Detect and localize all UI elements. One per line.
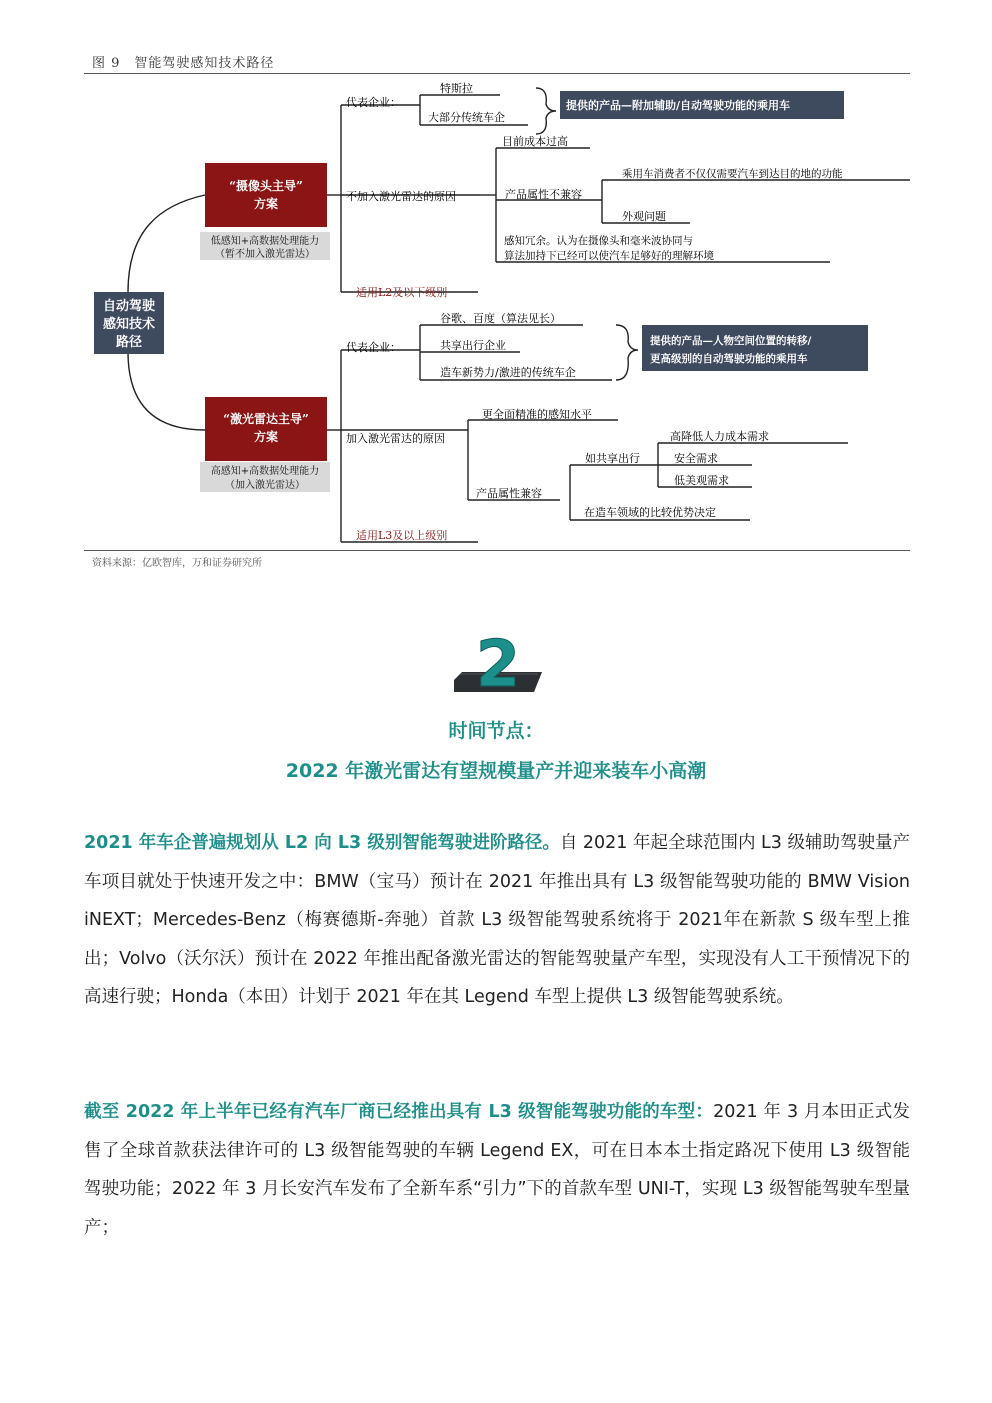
camera-reason-2: 产品属性不兼容 xyxy=(505,188,582,201)
camera-sub1: 低感知+高数据处理能力 xyxy=(210,236,320,247)
camera-reason-3: 感知冗余。认为在摄像头和毫米波协同与 xyxy=(504,235,693,247)
lidar-scheme-title: “激光雷达主导” xyxy=(223,412,309,426)
paragraph-1 xyxy=(84,824,910,1017)
lidar-product-line1: 提供的产品—人物空间位置的转移/ xyxy=(650,335,812,347)
camera-product-text: 提供的产品—附加辅助/自动驾驶功能的乘用车 xyxy=(566,99,791,112)
camera-rep-label: 代表企业： xyxy=(346,96,401,109)
root-line-2: 感知技术 xyxy=(102,317,156,332)
root-line-1: 自动驾驶 xyxy=(102,299,156,314)
lidar-rep-3: 造车新势力/激进的传统车企 xyxy=(440,366,576,379)
camera-reason-label: 不加入激光雷达的原因 xyxy=(346,190,456,203)
lidar-reason-2: 产品属性兼容 xyxy=(476,487,542,500)
section-number-badge xyxy=(454,630,542,692)
lidar-rep-1: 谷歌、百度（算法见长） xyxy=(440,312,561,325)
camera-compat-2: 外观问题 xyxy=(622,210,666,223)
camera-scheme-title: “摄像头主导” xyxy=(229,179,303,193)
lidar-share-3: 低美观需求 xyxy=(674,474,729,487)
paragraph-1-body: 自 2021 年起全球范围内 L3 级辅助驾驶量产车项目就处于快速开发之中：BMW（宝马）预计在 2021 年推出具有 L3 级智能驾驶功能的 BMW Vision iNEXT；Mercedes-Benz（梅赛德斯-奔驰）首款 L3 级智能驾驶系统将于 2021年在新款 S 级车型上推出；Volvo（沃尔沃）预计在 2022 年推出配备激光雷达的智能驾驶量产车型，实现没有人工干预情况下的高速行驶；Honda（本田）计划于 2021 年在其 Legend 车型上提供 L3 级智能驾驶系统。 xyxy=(84,833,910,1007)
camera-level: 适用L2及以下级别 xyxy=(356,286,448,299)
lidar-level: 适用L3及以上级别 xyxy=(356,529,448,542)
lidar-reason-label: 加入激光雷达的原因 xyxy=(346,432,445,445)
section-number: 2 xyxy=(475,630,521,692)
paragraph-2 xyxy=(84,1093,910,1247)
tech-path-diagram xyxy=(0,0,992,560)
lidar-scheme-title2: 方案 xyxy=(253,430,279,444)
section-title-line1: 时间节点： xyxy=(448,720,544,742)
section-title-line2: 2022 年激光雷达有望规模量产并迎来装车小高潮 xyxy=(285,760,707,782)
root-line-3: 路径 xyxy=(115,335,143,350)
paragraph-1-lead: 2021 年车企普遍规划从 L2 向 L3 级别智能驾驶进阶路径。 xyxy=(84,833,560,853)
figure-title: 图 9 智能驾驶感知技术路径 xyxy=(92,56,275,71)
camera-reason-1: 目前成本过高 xyxy=(502,135,568,148)
lidar-scheme-box xyxy=(205,397,327,461)
lidar-product-line2: 更高级别的自动驾驶功能的乘用车 xyxy=(650,353,808,365)
lidar-advantage: 在造车领域的比较优势决定 xyxy=(584,506,716,519)
figure-source: 资料来源：亿欧智库，万和证券研究所 xyxy=(92,558,262,569)
camera-scheme-title2: 方案 xyxy=(253,197,279,211)
camera-scheme-box xyxy=(205,163,327,227)
camera-sub2: （暂不加入激光雷达） xyxy=(215,249,315,260)
lidar-rep-2: 共享出行企业 xyxy=(440,339,506,352)
lidar-share-1: 高降低人力成本需求 xyxy=(670,430,769,443)
camera-reason-4: 算法加持下已经可以使汽车足够好的理解环境 xyxy=(504,250,714,262)
figure-bottom-rule xyxy=(84,550,910,551)
lidar-reason-1: 更全面精准的感知水平 xyxy=(482,408,592,421)
paragraph-2-lead: 截至 2022 年上半年已经有汽车厂商已经推出具有 L3 级智能驾驶功能的车型： xyxy=(84,1102,714,1122)
lidar-share-label: 如共享出行 xyxy=(585,452,640,465)
lidar-rep-label: 代表企业： xyxy=(346,341,401,354)
lidar-share-2: 安全需求 xyxy=(674,452,718,465)
lidar-sub1: 高感知+高数据处理能力 xyxy=(210,466,320,477)
camera-rep-1: 特斯拉 xyxy=(440,82,473,95)
lidar-sub2: （加入激光雷达） xyxy=(225,480,305,491)
camera-rep-2: 大部分传统车企 xyxy=(428,111,505,124)
camera-compat-1: 乘用车消费者不仅仅需要汽车到达目的地的功能 xyxy=(622,168,843,180)
paragraph-2-body: 2021 年 3 月本田正式发售了全球首款获法律许可的 L3 级智能驾驶的车辆 Legend EX，可在日本本土指定路况下使用 L3 级智能驾驶功能；2022 年 3 月长安汽车发布了全新车系“引力”下的首款车型 UNI-T，实现 L3 级智能驾驶车型量产； xyxy=(84,1102,911,1238)
